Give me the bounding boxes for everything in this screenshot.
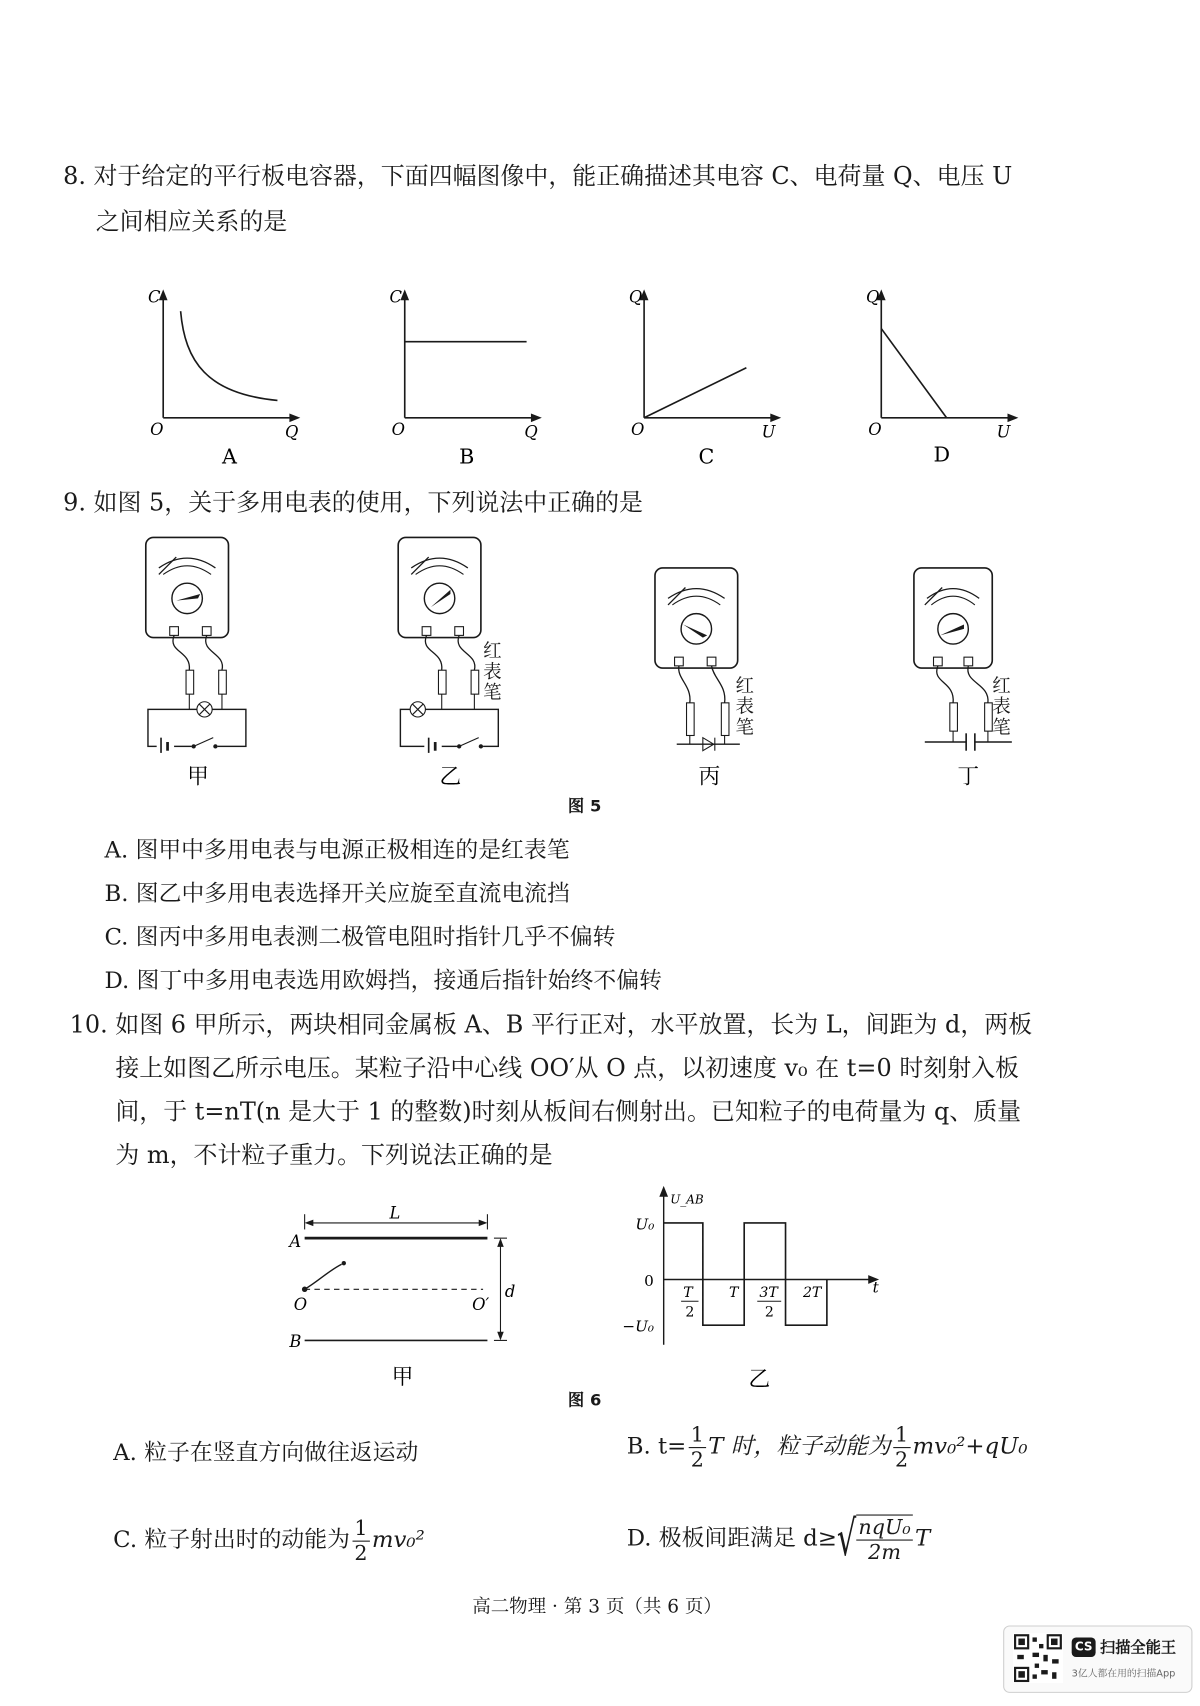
q8-graph-a [141, 285, 304, 470]
tick-half-T-num: T [683, 1284, 693, 1301]
q9-meter-yi [394, 535, 525, 790]
red-probe-label-bing: 红表笔 [735, 675, 754, 739]
qr-code-icon [1013, 1633, 1063, 1683]
neg-u0-label: −U₀ [622, 1317, 655, 1336]
q10-option-c: C. 粒子射出时的动能为 $\frac{1}{2}$ mv₀² [113, 1516, 425, 1566]
q10-stem-line1: 10. 如图 6 甲所示，两块相同金属板 A、B 平行正对，水平放置，长为 L，间距为 d，两板 [69, 1011, 1033, 1040]
figure-5-caption: 图 5 [567, 796, 602, 817]
q10-figure-jia [285, 1203, 524, 1396]
label-d: d [504, 1281, 516, 1301]
graph-a-origin: O [150, 420, 164, 440]
q10-figure-yi [620, 1184, 892, 1397]
q9-option-c: C. 图丙中多用电表测二极管电阻时指针几乎不偏转 [104, 923, 616, 950]
q9-option-d: D. 图丁中多用电表选用欧姆挡，接通后指针始终不偏转 [104, 967, 662, 994]
tick-T: T [728, 1284, 739, 1301]
q10-option-b: B. t= $\frac{1}{2}$ T 时，粒子动能为 $\frac{1}{2}$ mv₀²+qU₀ [626, 1423, 1028, 1473]
label-O-prime: O′ [472, 1294, 490, 1314]
graph-d-origin: O [868, 420, 882, 440]
q8-graph-d [860, 285, 1023, 470]
y-axis-label: U_AB [670, 1192, 704, 1207]
q10-option-a: A. 粒子在竖直方向做往返运动 [113, 1439, 419, 1466]
label-L: L [389, 1203, 401, 1223]
q9-option-b: B. 图乙中多用电表选择开关应旋至直流电流挡 [104, 880, 570, 907]
graph-a-x-label: Q [285, 422, 299, 442]
zero-label: 0 [644, 1272, 654, 1291]
tick-2T: 2T [802, 1284, 822, 1301]
particle-path [305, 1264, 342, 1289]
graph-b-label: B [459, 444, 475, 469]
tick-3half-T-num: 3T [759, 1284, 778, 1301]
x-axis-label: t [872, 1278, 879, 1297]
graph-b-origin: O [391, 420, 406, 440]
q9-meter-jia [141, 535, 261, 790]
q10-stem-line3: 间，于 t=nT(n 是大于 1 的整数)时刻从板间右侧射出。已知粒子的电荷量为 q、质量 [115, 1098, 1022, 1127]
graph-c-label: C [698, 444, 715, 469]
scanner-slogan: 3亿人都在用的扫描App [1071, 1668, 1176, 1680]
q9-option-a: A. 图甲中多用电表与电源正极相连的是红表笔 [104, 836, 570, 863]
graph-c-y-label: Q [628, 287, 643, 307]
scanner-badge [1003, 1625, 1192, 1692]
graph-d-y-label: Q [866, 287, 880, 307]
graph-d-x-label: U [996, 422, 1011, 442]
hyperbola-curve [181, 311, 278, 400]
label-B: B [289, 1331, 302, 1351]
meter-yi-label: 乙 [439, 764, 462, 790]
proportional-line [644, 368, 746, 418]
q9-stem: 9. 如图 5，关于多用电表的使用，下列说法中正确的是 [63, 489, 643, 517]
meter-bing-label: 丙 [698, 764, 721, 790]
graph-c-x-label: U [761, 422, 776, 442]
figure-6-caption: 图 6 [567, 1390, 602, 1411]
graph-c-origin: O [631, 420, 645, 440]
label-A: A [289, 1231, 302, 1251]
u0-label: U₀ [635, 1215, 655, 1234]
q9-meter-ding [912, 566, 1032, 789]
page-footer: 高二物理 · 第 3 页（共 6 页） [472, 1596, 722, 1618]
scanner-app-name: 扫描全能王 [1099, 1639, 1177, 1658]
q10-option-d: D. 极板间距满足 d≥√ $\frac{\text{nqU₀}}{2m}$ T [626, 1509, 931, 1568]
decreasing-line [881, 329, 946, 418]
tick-half-T-den: 2 [685, 1304, 695, 1321]
red-probe-label-ding: 红表笔 [992, 675, 1011, 739]
meter-ding-label: 丁 [957, 764, 980, 790]
figure-yi-caption: 乙 [748, 1367, 771, 1393]
q8-stem-line2: 之间相应关系的是 [95, 208, 288, 237]
scanner-logo: CS [1072, 1637, 1096, 1657]
graph-a-y-label: C [147, 287, 161, 307]
q10-stem-line4: 为 m，不计粒子重力。下列说法正确的是 [115, 1142, 553, 1170]
graph-b-x-label: Q [524, 422, 538, 442]
meter-jia-label: 甲 [187, 764, 209, 790]
graph-d-label: D [933, 442, 951, 467]
graph-a-label: A [221, 444, 237, 469]
q8-stem-line1: 8. 对于给定的平行板电容器，下面四幅图像中，能正确描述其电容 C、电荷量 Q、电压 U [63, 163, 1013, 191]
q8-graph-b [383, 285, 546, 470]
q8-graph-c [622, 285, 785, 470]
tick-3half-T-den: 2 [764, 1304, 774, 1321]
figure-jia-caption: 甲 [391, 1364, 414, 1390]
q10-stem-line2: 接上如图乙所示电压。某粒子沿中心线 OO′从 O 点，以初速度 v₀ 在 t=0 时刻射入板 [115, 1055, 1019, 1083]
graph-b-y-label: C [389, 287, 402, 307]
red-probe-label-yi: 红表笔 [483, 640, 502, 704]
label-O: O [293, 1294, 308, 1314]
